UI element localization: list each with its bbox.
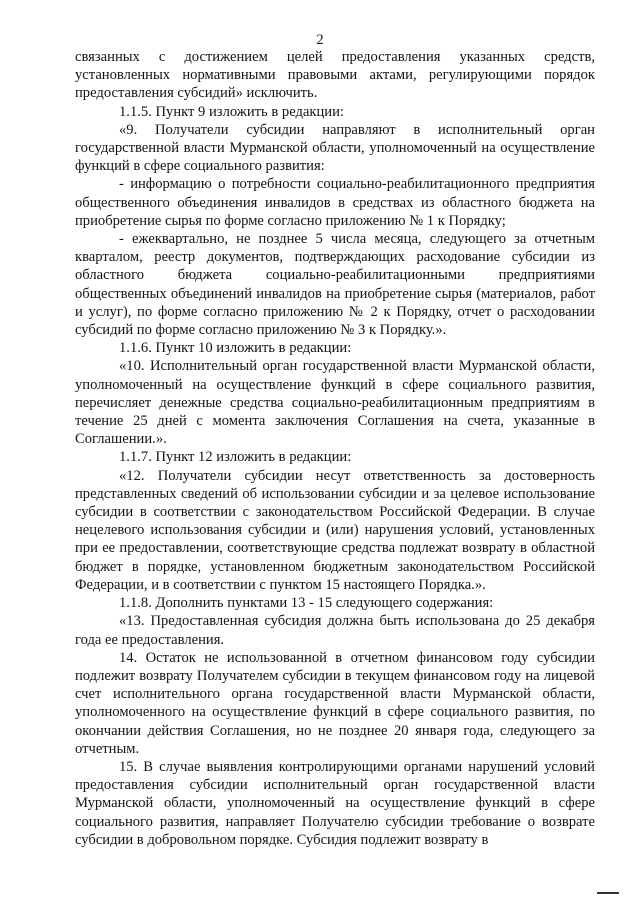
paragraph-point-15: 15. В случае выявления контролирующими органами нарушений условий предоставления субсидии исполнительный орган государственной власти Мурманской области, уполномоченный на осуществление функций в сфере социального развития, направляет Получателю субсидии требование о возврате субсидии в добровольном порядке. Субсидия подлежит возврату в xyxy=(75,758,595,848)
paragraph-point-9-item-2: - ежеквартально, не позднее 5 числа месяца, следующего за отчетным кварталом, реестр документов, подтверждающих расходование субсидии из областного бюджета социально-реабилитационными предприятиями общественных объединений инвалидов на приобретение сырья (материалов, работ и услуг), по форме согласно приложению № 2 к Порядку, отчет о расходовании субсидий по форме согласно приложению № 3 к Порядку.». xyxy=(75,231,595,339)
scan-edge-mark xyxy=(597,892,619,894)
paragraph-1-1-5-heading: 1.1.5. Пункт 9 изложить в редакции: xyxy=(119,103,344,120)
paragraph-point-9-item-1: - информацию о потребности социально-реабилитационного предприятия общественного объединения инвалидов в средствах из областного бюджета на приобретение сырья по форме согласно приложению № 1 к Порядку; xyxy=(75,176,595,229)
paragraph-point-13: «13. Предоставленная субсидия должна быть использована до 25 декабря года ее предоставления. xyxy=(75,613,595,648)
page-number: 2 xyxy=(316,32,324,48)
paragraph-closing-clause: связанных с достижением целей предоставления указанных средств, установленных нормативными правовыми актами, регулирующими порядок предоставления субсидий» исключить. xyxy=(75,49,595,102)
paragraph-1-1-6-heading: 1.1.6. Пункт 10 изложить в редакции: xyxy=(119,340,352,357)
paragraph-point-10: «10. Исполнительный орган государственной власти Мурманской области, уполномоченный на осуществление функций в сфере социального развития, перечисляет денежные средства социально-реабилитационным предприятиям в течение 25 дней с момента заключения Соглашения на счета, указанные в Соглашении.». xyxy=(75,358,595,448)
paragraph-point-14: 14. Остаток не использованной в отчетном финансовом году субсидии подлежит возврату Получателем субсидии в текущем финансовом году на лицевой счет исполнительного органа государственной власти Мурманской области, уполномоченного на осуществление функций в сфере социального развития, по окончании действия Соглашения, но не позднее 20 января года, следующего за отчетным. xyxy=(75,649,595,757)
document-body xyxy=(75,48,595,849)
paragraph-1-1-7-heading: 1.1.7. Пункт 12 изложить в редакции: xyxy=(119,449,352,466)
paragraph-point-12: «12. Получатели субсидии несут ответственность за достоверность представленных сведений об использовании субсидии и за целевое использование субсидии в соответствии с законодательством Российской Федерации. В случае нецелевого использования субсидии и (или) нарушения условий, установленных при ее предоставлении, соответствующие средства подлежат возврату в областной бюджет в порядке, установленном бюджетным законодательством Российской Федерации, и в соответствии с пунктом 15 настоящего Порядка.». xyxy=(75,467,595,593)
paragraph-1-1-8-heading: 1.1.8. Дополнить пунктами 13 - 15 следующего содержания: xyxy=(119,595,494,612)
paragraph-point-9: «9. Получатели субсидии направляют в исполнительный орган государственной власти Мурманской области, уполномоченный на осуществление функций в сфере социального развития: xyxy=(75,121,595,175)
